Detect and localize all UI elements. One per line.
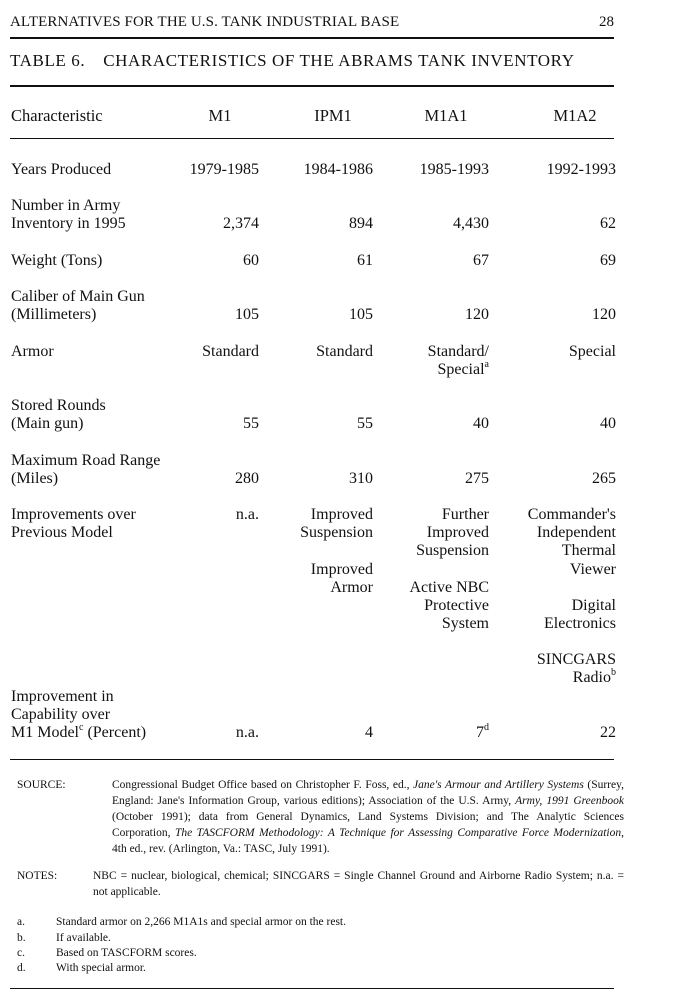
cell-m1a1-value: 7 <box>476 724 484 741</box>
cell-m1a1: 40 <box>473 415 489 432</box>
cell-m1: Standard <box>202 343 259 360</box>
table-title-text: CHARACTERISTICS OF THE ABRAMS TANK INVENTORY <box>103 51 575 70</box>
cell-m1: 1979-1985 <box>189 161 259 178</box>
cell-m1a1: 275 <box>465 470 489 487</box>
cell-ipm1: Standard <box>316 343 373 360</box>
cell-m1a1-nbc: Active NBC Protective System <box>409 579 489 633</box>
cell-m1: n.a. <box>235 724 259 741</box>
row-label: Stored Rounds (Main gun) <box>11 397 106 433</box>
footnote-mark-d: d <box>484 721 489 733</box>
cell-ipm1-suspension: Improved Suspension <box>300 506 373 542</box>
cell-m1a1 <box>395 343 489 379</box>
cell-m1a1: 67 <box>473 252 489 269</box>
cell-m1a2: 62 <box>600 215 616 232</box>
page-number: 28 <box>599 14 614 30</box>
table-bottom-rule <box>10 759 614 760</box>
cell-m1a1-suspension: Further Improved Suspension <box>416 506 489 560</box>
row-label: Number in Army Inventory in 1995 <box>11 197 126 233</box>
row-label: Weight (Tons) <box>11 252 103 269</box>
row-label: Improvements over Previous Model <box>11 506 136 542</box>
cell-ipm1-armor: Improved Armor <box>310 561 373 597</box>
header-rule <box>10 37 614 39</box>
header-m1: M1 <box>208 106 232 125</box>
cell-m1a1-line2: Special <box>437 361 485 379</box>
row-label-part2: M1 Model <box>11 724 79 742</box>
cell-ipm1: 105 <box>349 306 373 323</box>
column-header-rule <box>10 138 614 139</box>
cell-m1a2-electronics: Digital Electronics <box>544 597 616 633</box>
footnote-letter: a. <box>17 916 25 928</box>
cell-m1a1-line1: Standard/ <box>427 343 489 360</box>
cell-m1a2: Special <box>568 343 616 360</box>
notes-text: NBC = nuclear, biological, chemical; SINCGARS = Single Channel Ground and Airborne Radio System; n.a. = not applicable. <box>93 870 624 898</box>
radio-label: Radio <box>572 669 611 687</box>
row-label: Maximum Road Range (Miles) <box>11 452 161 488</box>
footnote-mark-c: c <box>79 722 84 734</box>
cell-ipm1: 1984-1986 <box>303 161 373 178</box>
cell-m1a2: 22 <box>600 724 616 741</box>
cell-m1a2: 40 <box>600 415 616 432</box>
source-label: SOURCE: <box>17 779 66 791</box>
footnote-mark-a: a <box>484 358 489 370</box>
cell-m1a1 <box>395 721 489 742</box>
header-characteristic: Characteristic <box>11 106 103 125</box>
cell-ipm1: 894 <box>349 215 373 232</box>
cell-ipm1: 55 <box>357 415 373 432</box>
notes-label: NOTES: <box>17 870 58 882</box>
source-text-3: (October 1991); data from General Dynamics, Land Systems Division; and The Analytic Sciences Corporation, <box>112 811 624 839</box>
cell-m1: n.a. <box>235 506 259 523</box>
cell-m1a2: 1992-1993 <box>546 161 616 178</box>
cell-m1: 60 <box>243 252 259 269</box>
cell-m1a2: 265 <box>592 470 616 487</box>
running-head: ALTERNATIVES FOR THE U.S. TANK INDUSTRIAL BASE <box>10 14 400 30</box>
table-title <box>10 51 575 71</box>
title-rule <box>10 85 614 87</box>
footnote-letter: d. <box>17 962 26 974</box>
footnote-text: Standard armor on 2,266 M1A1s and special armor on the rest. <box>56 916 346 928</box>
cell-m1: 2,374 <box>223 215 259 232</box>
cell-m1a1: 4,430 <box>453 215 489 232</box>
footnote-text: If available. <box>56 932 111 944</box>
source-text <box>112 777 624 857</box>
row-label <box>11 688 181 743</box>
header-m1a2: M1A2 <box>553 106 597 125</box>
source-italic-2: Army, 1991 Greenbook <box>515 795 624 807</box>
source-text-1: Congressional Budget Office based on Christopher F. Foss, ed., <box>112 779 413 791</box>
source-italic-3: The TASCFORM Methodology: A Technique for Assessing Comparative Force Modernization <box>174 827 622 839</box>
footnote-text: Based on TASCFORM scores. <box>56 947 197 959</box>
cell-ipm1: 4 <box>365 724 373 741</box>
cell-m1a2: 69 <box>600 252 616 269</box>
cell-m1a2-sincgars <box>505 651 616 687</box>
footnote-letter: c. <box>17 947 25 959</box>
cell-m1: 55 <box>243 415 259 432</box>
footnote-mark-b: b <box>611 666 616 678</box>
cell-ipm1: 310 <box>349 470 373 487</box>
row-label: Armor <box>11 343 54 360</box>
row-label: Years Produced <box>11 161 112 178</box>
footnote-letter: b. <box>17 932 26 944</box>
table-number: TABLE 6. <box>10 51 86 70</box>
cell-m1a1: 120 <box>465 306 489 323</box>
source-text-2: (Surrey, England: Jane's Information Group, various editions); Association of the U.S. Army, <box>112 779 624 807</box>
row-label: Caliber of Main Gun (Millimeters) <box>11 288 145 324</box>
cell-m1a2-viewer: Commander's Independent Thermal Viewer <box>527 506 616 578</box>
page-bottom-rule <box>10 988 614 989</box>
cell-m1: 105 <box>235 306 259 323</box>
cell-m1a2: 120 <box>592 306 616 323</box>
cell-ipm1: 61 <box>357 252 373 269</box>
row-label-part1: Improvement in Capability over <box>11 688 114 724</box>
header-m1a1: M1A1 <box>424 106 468 125</box>
cell-m1a1: 1985-1993 <box>419 161 489 178</box>
header-ipm1: IPM1 <box>314 106 352 125</box>
source-text-4: , 4th ed., rev. (Arlington, Va.: TASC, July 1991). <box>112 827 625 855</box>
source-italic-1: Jane's Armour and Artillery Systems <box>413 779 584 791</box>
cell-m1: 280 <box>235 470 259 487</box>
sincgars-label: SINCGARS <box>536 651 616 668</box>
footnote-text: With special armor. <box>56 962 146 974</box>
row-label-part3: (Percent) <box>83 724 147 742</box>
